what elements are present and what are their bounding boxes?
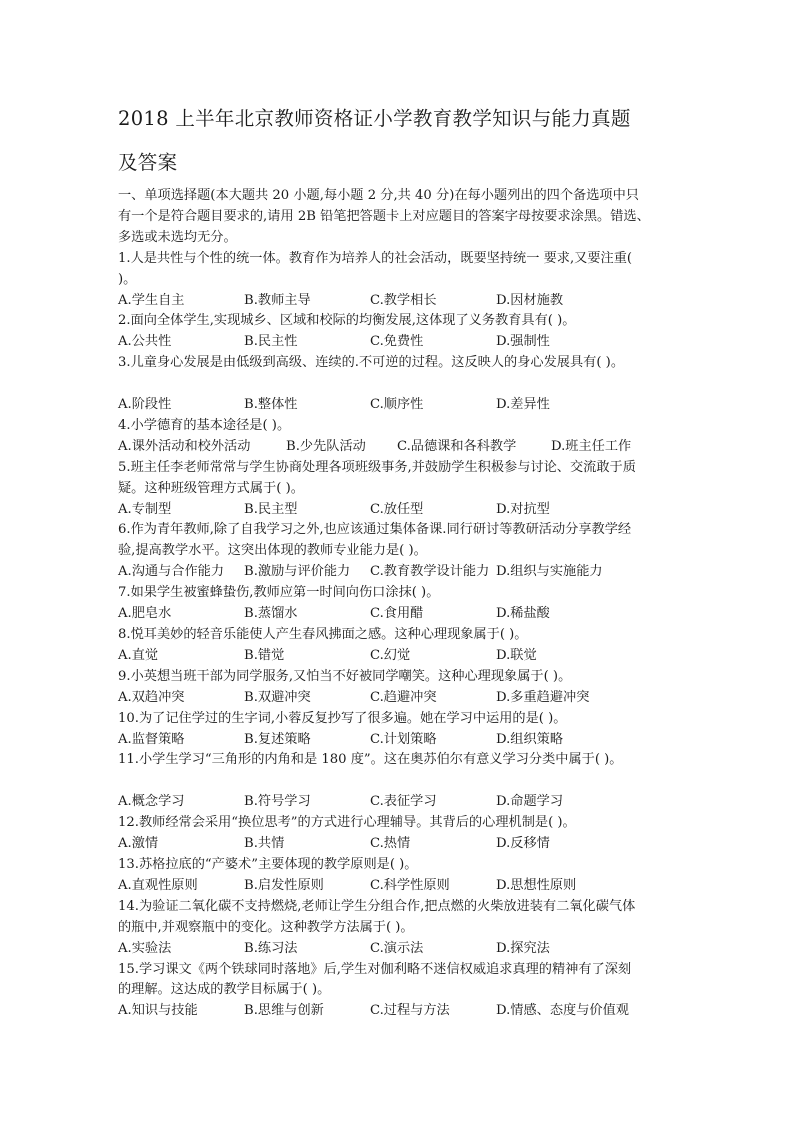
option-a: A.学生自主 — [118, 292, 185, 308]
option-a: A.阶段性 — [118, 397, 172, 413]
section-instructions: 多选或未选均无分。 — [118, 229, 237, 245]
option-b: B.民主性 — [244, 334, 298, 350]
option-a: A.知识与技能 — [118, 1003, 198, 1019]
option-d: D.命题学习 — [496, 794, 564, 810]
option-a: A.公共性 — [118, 334, 172, 350]
option-c: C.过程与方法 — [370, 1003, 450, 1019]
option-a: A.专制型 — [118, 501, 172, 517]
option-a: A.激情 — [118, 836, 159, 852]
option-c: C.免费性 — [370, 334, 424, 350]
option-b: B.符号学习 — [244, 794, 311, 810]
option-c: C.幻觉 — [370, 647, 411, 663]
options-row — [118, 834, 693, 855]
options-row — [118, 291, 693, 312]
options-row — [118, 604, 693, 625]
question-stem: 的理解。这达成的教学目标属于( )。 — [118, 982, 331, 998]
option-b: B.思维与创新 — [244, 1003, 324, 1019]
option-b: B.教师主导 — [244, 292, 311, 308]
option-a: A.概念学习 — [118, 794, 185, 810]
question-stem: 疑。这种班级管理方式属于( )。 — [118, 480, 304, 496]
option-d: D.对抗型 — [496, 501, 550, 517]
option-c: C.热情 — [370, 836, 411, 852]
option-c: C.趋避冲突 — [370, 689, 437, 705]
option-b: B.练习法 — [244, 940, 298, 956]
option-b: B.少先队活动 — [286, 438, 366, 454]
question-stem: 14.为验证二氧化碳不支持燃烧,老师让学生分组合作,把点燃的火柴放进装有二氧化碳气体 — [118, 898, 636, 914]
options-row — [118, 876, 693, 897]
options-row — [118, 730, 693, 751]
document-title-continued: 及答案 — [118, 151, 178, 174]
question-stem: 12.教师经常会采用“换位思考”的方式进行心理辅导。其背后的心理机制是( )。 — [118, 815, 576, 831]
question-stem: 5.班主任李老师常常与学生协商处理各项班级事务,并鼓励学生积极参与讨论、交流敢于质 — [118, 459, 636, 475]
option-d: D.思想性原则 — [496, 877, 577, 893]
question-stem: 8.悦耳美妙的轻音乐能使人产生春风拂面之感。这种心理现象属于( )。 — [118, 627, 528, 643]
options-row — [118, 688, 693, 709]
question-stem: )。 — [118, 271, 137, 287]
option-d: D.稀盐酸 — [496, 606, 550, 622]
options-row — [118, 792, 693, 813]
question-stem: 2.面向全体学生,实现城乡、区域和校际的均衡发展,这体现了义务教育具有( )。 — [118, 313, 576, 329]
option-d: D.反移情 — [496, 836, 550, 852]
option-c: C.演示法 — [370, 940, 424, 956]
option-b: B.双避冲突 — [244, 689, 311, 705]
option-b: B.复述策略 — [244, 731, 311, 747]
section-instructions: 一、单项选择题(本大题共 20 小题,每小题 2 分,共 40 分)在每小题列出的四个备选项中只 — [118, 188, 639, 203]
option-a: A.双趋冲突 — [118, 689, 185, 705]
option-b: B.整体性 — [244, 397, 298, 413]
options-row — [118, 1001, 693, 1022]
option-a: A.课外活动和校外活动 — [118, 438, 251, 454]
option-a: A.沟通与合作能力 — [118, 564, 225, 580]
option-a: A.肥皂水 — [118, 606, 172, 622]
options-row — [118, 437, 693, 458]
option-d: D.探究法 — [496, 940, 550, 956]
option-d: D.情感、态度与价值观 — [496, 1003, 629, 1019]
document-title: 2018 上半年北京教师资格证小学教育教学知识与能力真题 — [118, 107, 631, 130]
option-a: A.直觉 — [118, 647, 159, 663]
options-row — [118, 332, 693, 353]
option-b: B.共情 — [244, 836, 285, 852]
option-c: C.计划策略 — [370, 731, 437, 747]
question-stem: 4.小学德育的基本途径是( )。 — [118, 417, 291, 433]
document-body — [118, 186, 693, 1022]
option-a: A.监督策略 — [118, 731, 185, 747]
option-d: D.多重趋避冲突 — [496, 689, 590, 705]
question-stem: 的瓶中,并观察瓶中的变化。这种教学方法属于( )。 — [118, 919, 414, 935]
option-c: C.教育教学设计能力 — [370, 564, 490, 580]
option-d: D.组织策略 — [496, 731, 564, 747]
option-c: C.放任型 — [370, 501, 424, 517]
option-c: C.顺序性 — [370, 397, 424, 413]
option-a: A.实验法 — [118, 940, 172, 956]
option-c: C.表征学习 — [370, 794, 437, 810]
option-a: A.直观性原则 — [118, 877, 198, 893]
option-d: D.差异性 — [496, 397, 550, 413]
option-d: D.组织与实施能力 — [496, 564, 603, 580]
option-b: B.激励与评价能力 — [244, 564, 351, 580]
options-row — [118, 562, 693, 583]
question-stem: 11.小学生学习“三角形的内角和是 180 度”。这在奥苏伯尔有意义学习分类中属于( )。 — [118, 752, 623, 768]
option-d: D.联觉 — [496, 647, 537, 663]
question-stem: 15.学习课文《两个铁球同时落地》后,学生对伽利略不迷信权威追求真理的精神有了深刻 — [118, 961, 632, 977]
option-b: B.启发性原则 — [244, 877, 324, 893]
options-row — [118, 646, 693, 667]
option-d: D.因材施教 — [496, 292, 564, 308]
section-instructions: 有一个是符合题目要求的,请用 2B 铅笔把答题卡上对应题目的答案字母按要求涂黑。错选、 — [118, 208, 650, 224]
option-c: C.食用醋 — [370, 606, 424, 622]
options-row — [118, 500, 693, 521]
option-d: D.班主任工作 — [551, 438, 632, 454]
question-stem: 9.小英想当班干部为同学服务,又怕当不好被同学嘲笑。这种心理现象属于( )。 — [118, 668, 572, 684]
options-row — [118, 939, 693, 960]
question-stem: 3.儿童身心发展是由低级到高级、连续的.不可逆的过程。这反映人的身心发展具有( )。 — [118, 355, 625, 371]
question-stem: 13.苏格拉底的“产婆术”主要体现的教学原则是( )。 — [118, 856, 418, 872]
option-c: C.品德课和各科教学 — [397, 438, 517, 454]
option-b: B.错觉 — [244, 647, 285, 663]
question-stem: 6.作为青年教师,除了自我学习之外,也应该通过集体备课.同行研讨等教研活动分享教学经 — [118, 522, 632, 538]
document-page — [118, 98, 693, 1022]
option-b: B.蒸馏水 — [244, 606, 298, 622]
option-c: C.教学相长 — [370, 292, 437, 308]
question-stem: 1.人是共性与个性的统一体。教育作为培养人的社会活动，既要坚持统一 要求,又要注重( — [118, 250, 633, 266]
question-stem: 验,提高教学水平。这突出体现的教师专业能力是( )。 — [118, 543, 427, 559]
options-row — [118, 395, 693, 416]
option-b: B.民主型 — [244, 501, 298, 517]
question-stem: 7.如果学生被蜜蜂蛰伤,教师应第一时间向伤口涂抹( )。 — [118, 585, 440, 601]
option-d: D.强制性 — [496, 334, 550, 350]
blank-line — [118, 771, 693, 792]
question-stem: 10.为了记住学过的生字词,小蓉反复抄写了很多遍。她在学习中运用的是( )。 — [118, 710, 567, 726]
blank-line — [118, 374, 693, 395]
option-c: C.科学性原则 — [370, 877, 450, 893]
